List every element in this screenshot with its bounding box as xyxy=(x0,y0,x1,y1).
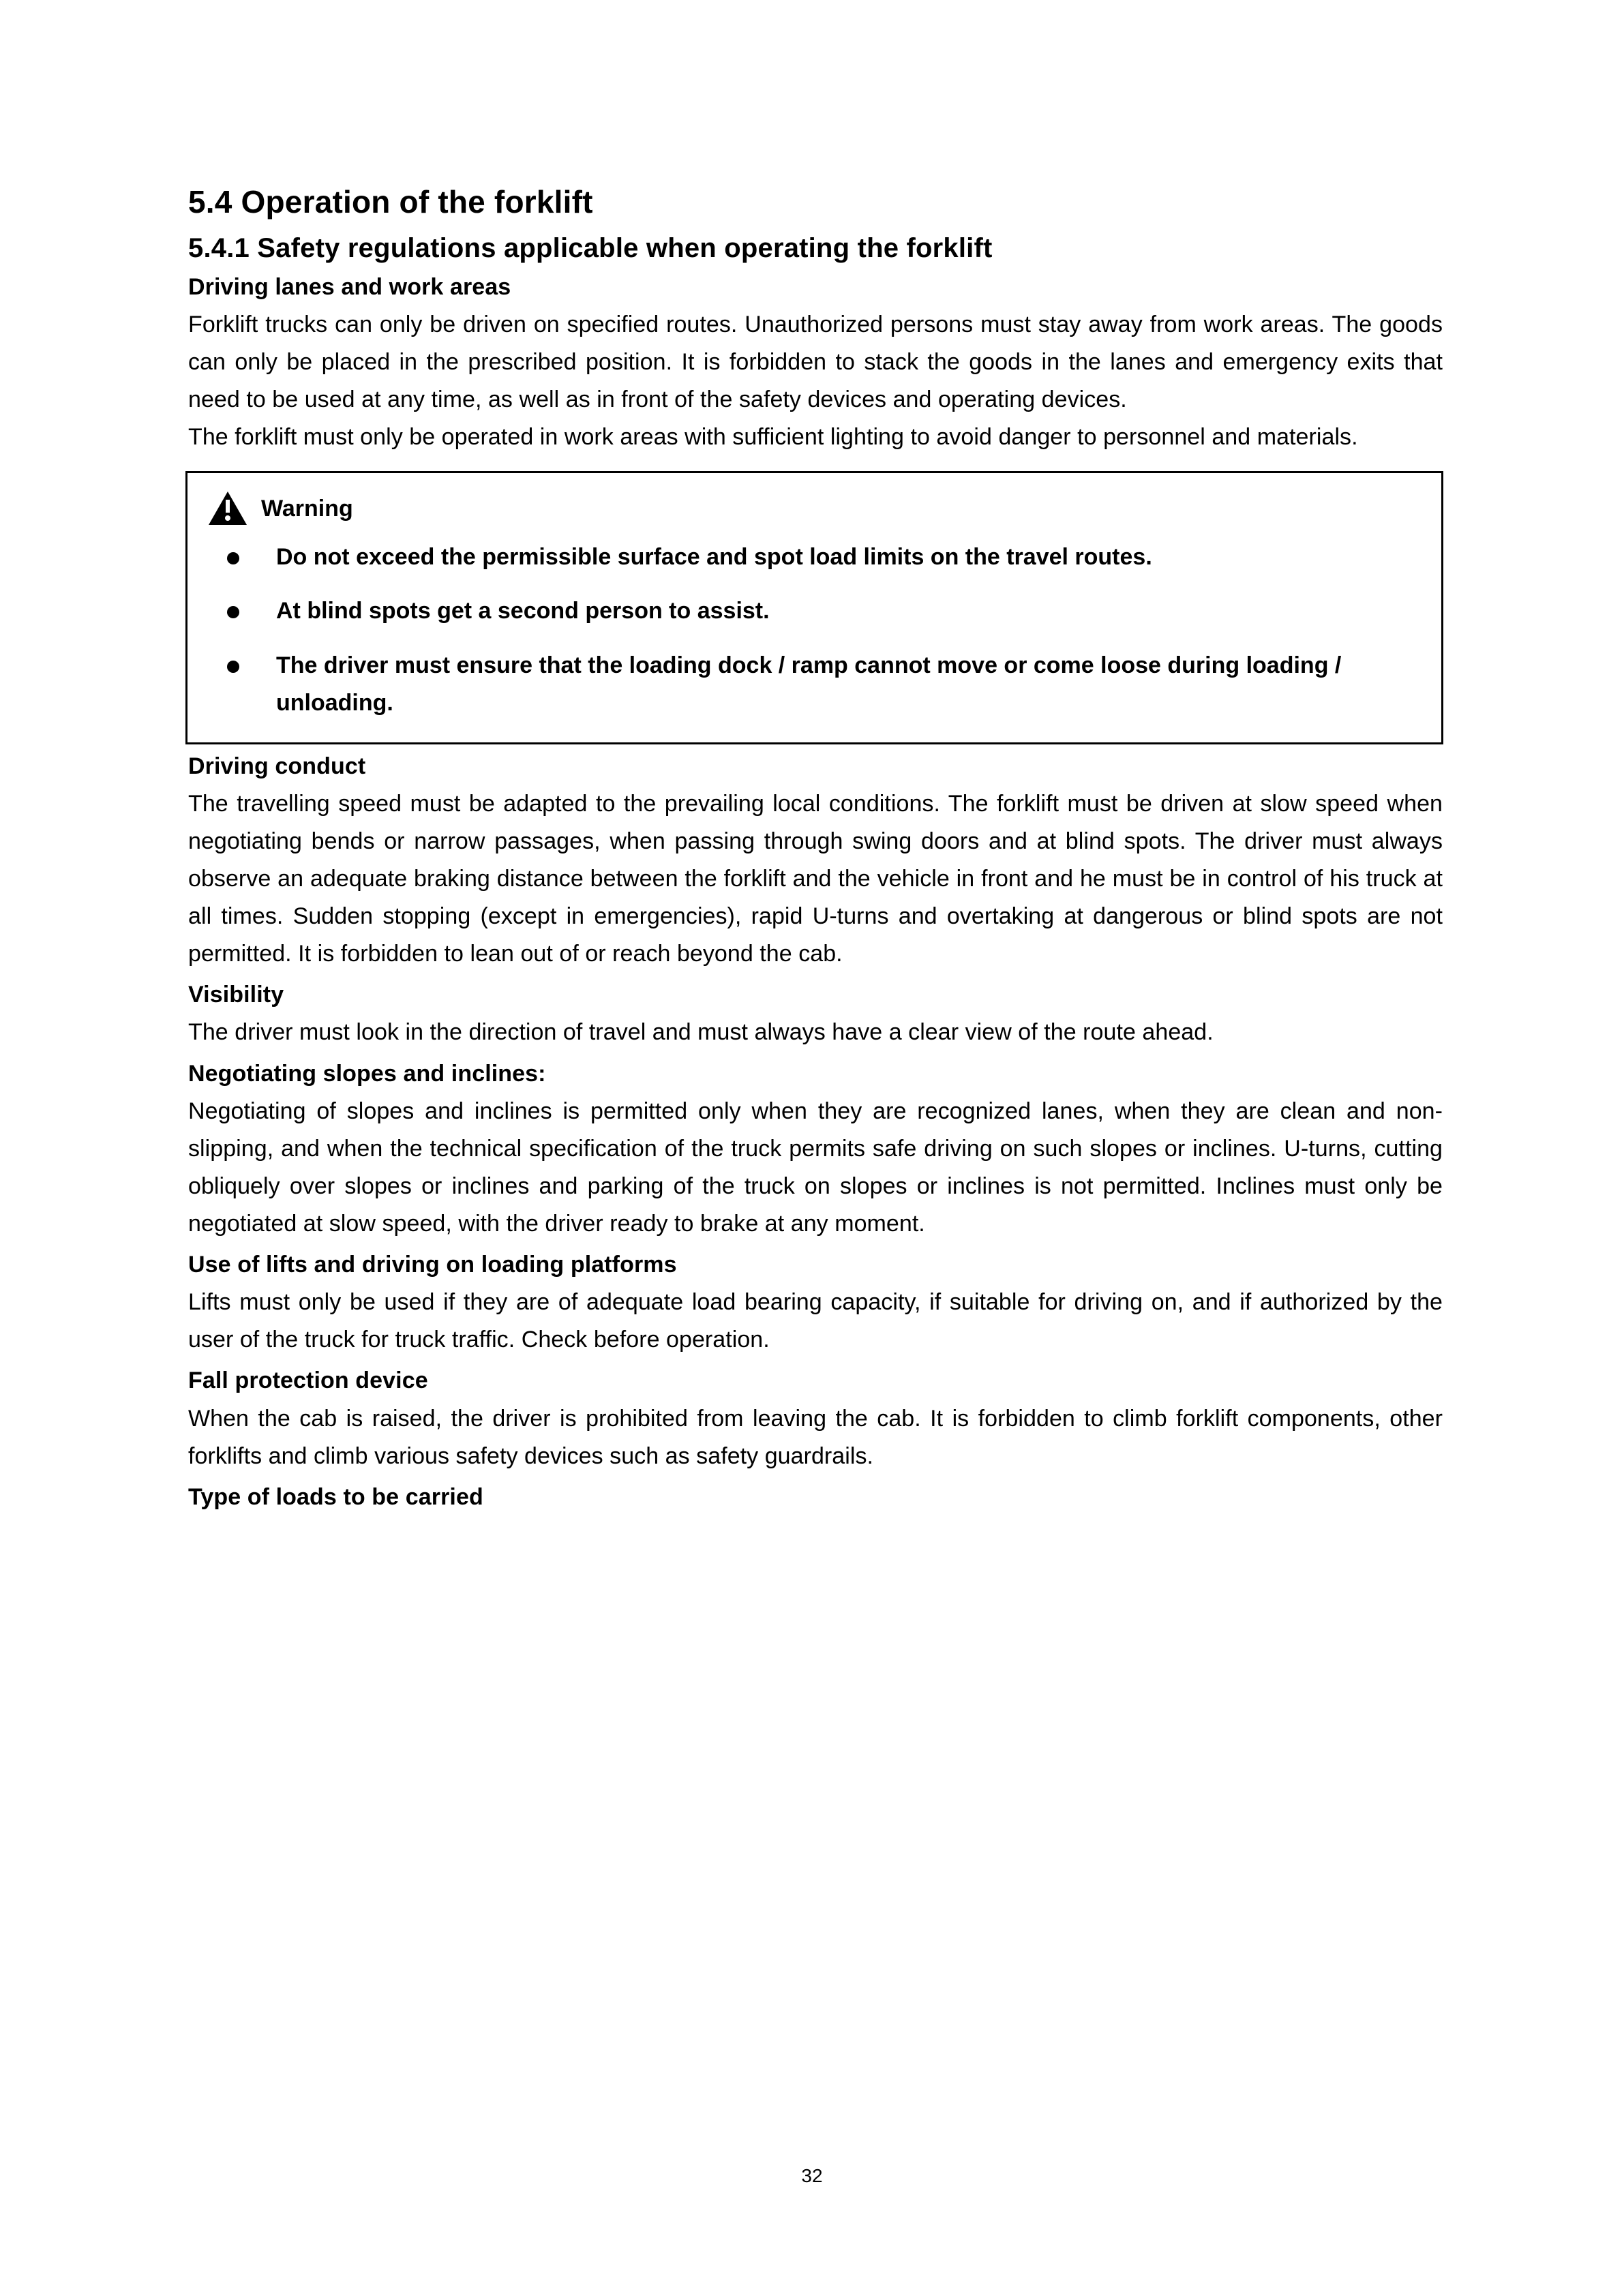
warning-item-list xyxy=(208,539,1421,721)
warning-callout xyxy=(185,471,1443,744)
section-title: 5.4 Operation of the forklift xyxy=(188,184,593,220)
warning-triangle-icon xyxy=(208,491,247,526)
bullet-icon xyxy=(227,552,239,564)
subsection-title: 5.4.1 Safety regulations applicable when operating the forklift xyxy=(188,233,993,264)
paragraph-visibility: The driver must look in the direction of travel and must always have a clear view of the route ahead. xyxy=(188,1019,1214,1046)
warning-header xyxy=(208,491,1421,526)
warning-item-text: Do not exceed the permissible surface and spot load limits on the travel routes. xyxy=(276,544,1152,571)
paragraph-driving-lanes-2: The forklift must only be operated in work areas with sufficient lighting to avoid danger to personnel and materials. xyxy=(188,424,1358,451)
paragraph-driving-lanes-1: Forklift trucks can only be driven on specified routes. Unauthorized persons must stay away from work areas. The goods can only be placed in the prescribed position. It is forbidden to stack the goods in the lanes and emergency exits that need to be used at any time, as well as in front of the safety devices and operating devices. xyxy=(188,312,1443,413)
warning-label: Warning xyxy=(261,496,353,522)
heading-negotiating-slopes: Negotiating slopes and inclines: xyxy=(188,1060,546,1087)
paragraph-negotiating-slopes: Negotiating of slopes and inclines is permitted only when they are recognized lanes, when they are clean and non-slipping, and when the technical specification of the truck permits safe driving on such slopes or inclines. U-turns, cutting obliquely over slopes or inclines and parking of the truck on slopes or inclines is not permitted. Inclines must only be negotiated at slow speed, with the driver ready to brake at any moment. xyxy=(188,1098,1443,1237)
warning-item xyxy=(208,647,1421,722)
page-number: 32 xyxy=(801,2165,823,2186)
bullet-icon xyxy=(227,661,239,673)
warning-item xyxy=(208,592,1421,630)
heading-type-of-loads: Type of loads to be carried xyxy=(188,1483,483,1510)
warning-item-text: At blind spots get a second person to assist. xyxy=(276,598,770,624)
paragraph-fall-protection: When the cab is raised, the driver is prohibited from leaving the cab. It is forbidden to climb forklift components, other forklifts and climb various safety devices such as safety guardrails. xyxy=(188,1405,1443,1469)
heading-fall-protection: Fall protection device xyxy=(188,1368,428,1394)
heading-driving-lanes: Driving lanes and work areas xyxy=(188,273,511,300)
paragraph-use-of-lifts: Lifts must only be used if they are of adequate load bearing capacity, if suitable for driving on, and if authorized by the user of the truck for truck traffic. Check before operation. xyxy=(188,1289,1443,1353)
heading-visibility: Visibility xyxy=(188,982,284,1008)
warning-item-text: The driver must ensure that the loading dock / ramp cannot move or come loose during loading / unloading. xyxy=(276,652,1342,716)
page-content xyxy=(188,183,1443,1516)
paragraph-driving-conduct: The travelling speed must be adapted to the prevailing local conditions. The forklift must be driven at slow speed when negotiating bends or narrow passages, when passing through swing doors and at blind spots. The driver must always observe an adequate braking distance between the forklift and the vehicle in front and he must be in control of his truck at all times. Sudden stopping (except in emergencies), rapid U-turns and overtaking at dangerous or blind spots are not permitted. It is forbidden to lean out of or reach beyond the cab. xyxy=(188,790,1443,967)
heading-use-of-lifts: Use of lifts and driving on loading platforms xyxy=(188,1252,677,1278)
warning-item xyxy=(208,539,1421,576)
bullet-icon xyxy=(227,606,239,618)
heading-driving-conduct: Driving conduct xyxy=(188,753,366,779)
